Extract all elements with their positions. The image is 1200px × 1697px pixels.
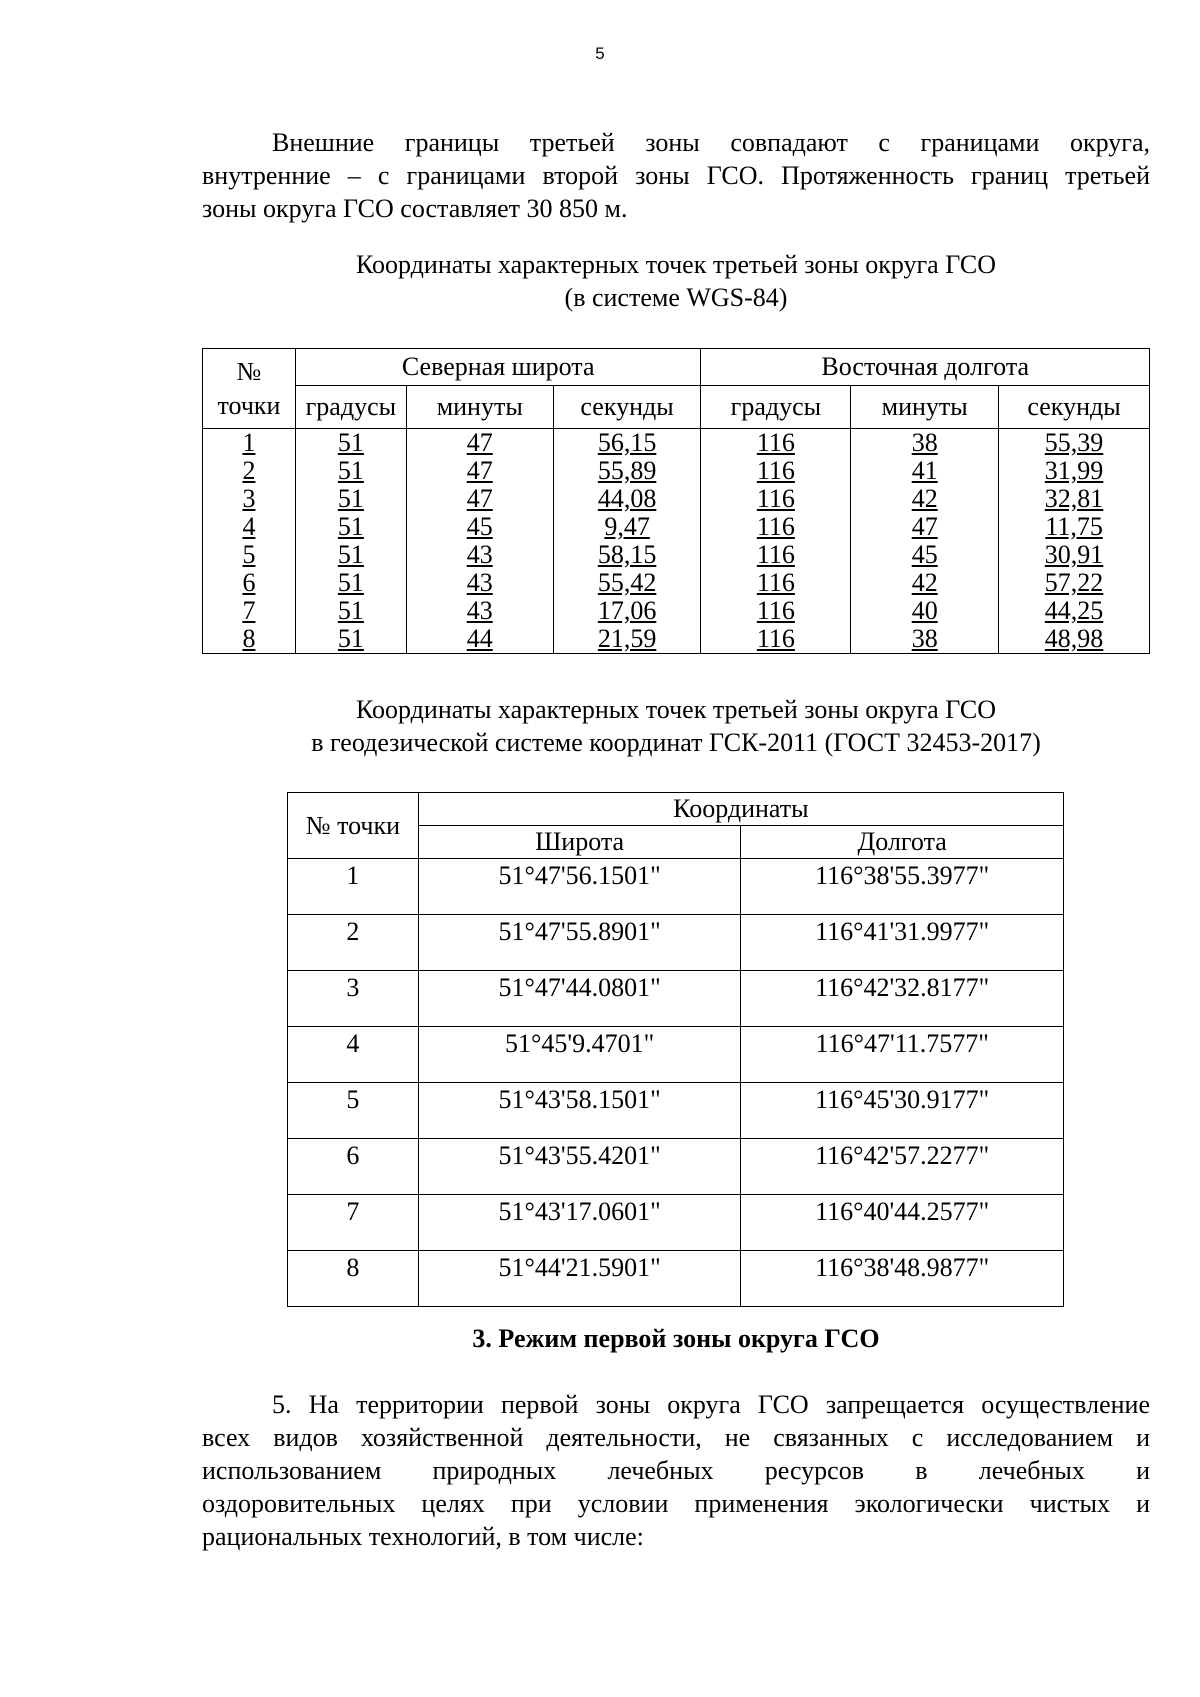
table-cell: 116 [701, 541, 851, 569]
header-point-number: № точки [288, 793, 419, 859]
table-cell: 116 [701, 625, 851, 654]
table-cell: 51°43'55.4201" [418, 1139, 741, 1195]
table-cell: 51°47'55.8901" [418, 915, 741, 971]
table2-caption-line-1: Координаты характерных точек третьей зоны округа ГСО [355, 695, 997, 724]
table-row [203, 485, 1150, 513]
table-cell: 47 [406, 429, 553, 458]
table-cell: 7 [203, 597, 296, 625]
table-cell: 5 [288, 1083, 419, 1139]
table-cell: 58,15 [553, 541, 701, 569]
table-cell: 51 [295, 457, 406, 485]
table-row [288, 1195, 1064, 1251]
table-cell: 1 [288, 859, 419, 915]
header-north-latitude: Северная широта [295, 349, 701, 386]
table-cell: 51 [295, 569, 406, 597]
table-cell: 116°45'30.9177" [741, 1083, 1064, 1139]
table-row [288, 1251, 1064, 1307]
table-row [203, 457, 1150, 485]
table2-caption [202, 693, 1150, 759]
section-title: 3. Режим первой зоны округа ГСО [472, 1324, 880, 1353]
table-row [288, 1139, 1064, 1195]
table-cell: 5 [203, 541, 296, 569]
table-cell: 44 [406, 625, 553, 654]
table-cell: 4 [288, 1027, 419, 1083]
table-cell: 51 [295, 597, 406, 625]
table-cell: 51°45'9.4701" [418, 1027, 741, 1083]
table-row [203, 569, 1150, 597]
table-cell: 116°41'31.9977" [741, 915, 1064, 971]
closing-line-1: 5. На территории первой зоны округа ГСО запрещается осуществление [272, 1390, 1150, 1419]
table-cell: 47 [851, 513, 999, 541]
header-lat-degrees: градусы [295, 386, 406, 429]
table-cell: 45 [406, 513, 553, 541]
table-row [203, 429, 1150, 458]
table-cell: 44,08 [553, 485, 701, 513]
closing-paragraph [202, 1388, 1150, 1553]
table-cell: 47 [406, 485, 553, 513]
intro-line-1: Внешние границы третьей зоны совпадают с границами округа, [272, 128, 1150, 157]
table-cell: 55,42 [553, 569, 701, 597]
table-cell: 8 [203, 625, 296, 654]
table-cell: 38 [851, 429, 999, 458]
header-point-number-line-1: № [236, 356, 262, 386]
header-lon-minutes: минуты [851, 386, 999, 429]
header-east-longitude: Восточная долгота [701, 349, 1150, 386]
table2-caption-line-2: в геодезической системе координат ГСК-2011 (ГОСТ 32453-2017) [311, 728, 1041, 757]
table-cell: 42 [851, 569, 999, 597]
table-cell: 2 [288, 915, 419, 971]
header-point-number-line-2: точки [217, 390, 281, 420]
table-cell: 51°47'56.1501" [418, 859, 741, 915]
table-cell: 116 [701, 513, 851, 541]
table-row [288, 915, 1064, 971]
table-cell: 56,15 [553, 429, 701, 458]
closing-line-5: рациональных технологий, в том числе: [202, 1522, 644, 1551]
header-lat-minutes: минуты [406, 386, 553, 429]
table-cell: 17,06 [553, 597, 701, 625]
table-row [203, 541, 1150, 569]
table1-caption-line-2: (в системе WGS-84) [564, 283, 788, 312]
table-cell: 43 [406, 569, 553, 597]
table-cell: 30,91 [999, 541, 1150, 569]
table-cell: 116°42'57.2277" [741, 1139, 1064, 1195]
table-cell: 116 [701, 457, 851, 485]
table-cell: 116°40'44.2577" [741, 1195, 1064, 1251]
header-coordinates: Координаты [418, 793, 1063, 826]
table-cell: 47 [406, 457, 553, 485]
table-cell: 57,22 [999, 569, 1150, 597]
table-row [203, 597, 1150, 625]
page-number: 5 [595, 44, 605, 63]
table-cell: 51°43'17.0601" [418, 1195, 741, 1251]
table-cell: 7 [288, 1195, 419, 1251]
table-row [288, 971, 1064, 1027]
table-row [288, 1083, 1064, 1139]
header-lon-seconds: секунды [999, 386, 1150, 429]
closing-line-2: всех видов хозяйственной деятельности, не связанных с исследованием и [202, 1423, 1150, 1452]
gsk2011-coordinates-table [287, 792, 1064, 1307]
closing-line-4: оздоровительных целях при условии применения экологически чистых и [202, 1489, 1150, 1518]
table-cell: 51 [295, 485, 406, 513]
intro-line-3: зоны округа ГСО составляет 30 850 м. [202, 194, 628, 223]
table-cell: 11,75 [999, 513, 1150, 541]
table-cell: 42 [851, 485, 999, 513]
table-cell: 116°47'11.7577" [741, 1027, 1064, 1083]
header-lat-seconds: секунды [553, 386, 701, 429]
table-cell: 4 [203, 513, 296, 541]
table-cell: 51°47'44.0801" [418, 971, 741, 1027]
table-cell: 51 [295, 541, 406, 569]
header-lon-degrees: градусы [701, 386, 851, 429]
table-row [288, 859, 1064, 915]
table-cell: 55,39 [999, 429, 1150, 458]
table-cell: 116°38'48.9877" [741, 1251, 1064, 1307]
table-cell: 55,89 [553, 457, 701, 485]
header-longitude: Долгота [741, 826, 1064, 859]
table-row [288, 1027, 1064, 1083]
table-cell: 116 [701, 569, 851, 597]
table-cell: 38 [851, 625, 999, 654]
header-latitude: Широта [418, 826, 741, 859]
wgs84-coordinates-table [202, 348, 1150, 654]
table-cell: 51°44'21.5901" [418, 1251, 741, 1307]
table-cell: 6 [288, 1139, 419, 1195]
table-cell: 9,47 [553, 513, 701, 541]
table-cell: 116 [701, 429, 851, 458]
table-row [203, 625, 1150, 654]
table-cell: 51°43'58.1501" [418, 1083, 741, 1139]
table-cell: 6 [203, 569, 296, 597]
table-cell: 32,81 [999, 485, 1150, 513]
table-cell: 44,25 [999, 597, 1150, 625]
table-cell: 21,59 [553, 625, 701, 654]
table-cell: 48,98 [999, 625, 1150, 654]
table-cell: 116°42'32.8177" [741, 971, 1064, 1027]
table-cell: 3 [288, 971, 419, 1027]
table-cell: 2 [203, 457, 296, 485]
table-cell: 41 [851, 457, 999, 485]
table1-caption [202, 248, 1150, 314]
table-cell: 3 [203, 485, 296, 513]
table-cell: 40 [851, 597, 999, 625]
table-cell: 43 [406, 597, 553, 625]
header-point-number [203, 349, 296, 429]
table-cell: 116 [701, 485, 851, 513]
table-cell: 116°38'55.3977" [741, 859, 1064, 915]
table-cell: 51 [295, 625, 406, 654]
table-cell: 31,99 [999, 457, 1150, 485]
table1-caption-line-1: Координаты характерных точек третьей зоны округа ГСО [355, 250, 997, 279]
table-cell: 8 [288, 1251, 419, 1307]
table-cell: 45 [851, 541, 999, 569]
table-cell: 51 [295, 513, 406, 541]
closing-line-3: использованием природных лечебных ресурсов в лечебных и [202, 1456, 1150, 1485]
table-row [203, 513, 1150, 541]
table-cell: 1 [203, 429, 296, 458]
table-cell: 116 [701, 597, 851, 625]
intro-paragraph [202, 126, 1150, 225]
table-cell: 43 [406, 541, 553, 569]
table-cell: 51 [295, 429, 406, 458]
intro-line-2: внутренние – с границами второй зоны ГСО. Протяженность границ третьей [202, 161, 1150, 190]
